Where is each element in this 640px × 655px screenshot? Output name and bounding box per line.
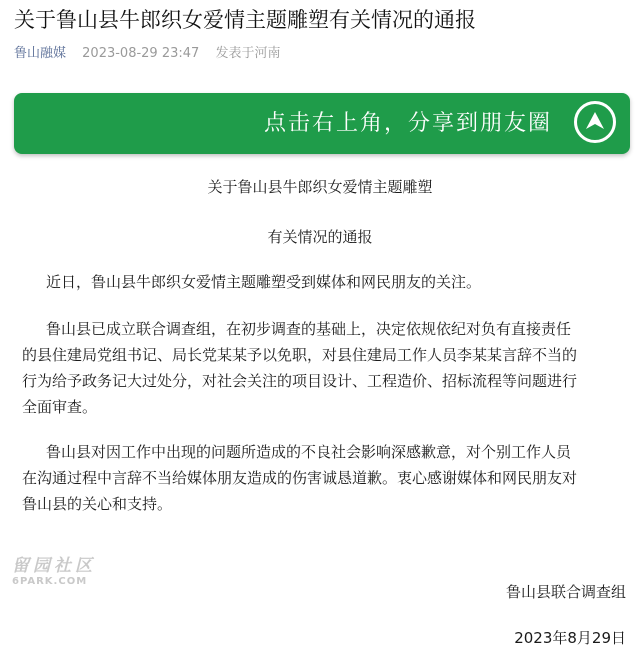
share-banner[interactable] [14,93,630,154]
paragraph-2 [22,316,624,420]
author-link[interactable]: 鲁山融媒 [14,46,67,61]
publish-time: 2023-08-29 23:47 [82,46,200,61]
paragraph-line: 全面审查。 [22,398,98,416]
article-title: 关于鲁山县牛郎织女爱情主题雕塑有关情况的通报 [14,8,476,32]
watermark-line1: 留园社区 [12,556,96,576]
paragraph-line: 鲁山县对因工作中出现的问题所造成的不良社会影响深感歉意，对个别工作人员 [46,443,572,461]
notice-heading-line1: 关于鲁山县牛郎织女爱情主题雕塑 [207,178,433,196]
site-watermark [12,556,102,588]
signature-date: 2023年8月29日 [514,629,626,647]
share-banner-text: 点击右上角，分享到朋友圈 [263,111,552,136]
paragraph-1 [22,269,624,295]
paragraph-line: 近日，鲁山县牛郎织女爱情主题雕塑受到媒体和网民朋友的关注。 [46,273,482,291]
share-arrow-icon [574,101,616,143]
paragraph-3 [22,439,624,517]
watermark-line2: 6PARK.COM [12,576,88,587]
paragraph-line: 的县住建局党组书记、局长党某某予以免职，对县住建局工作人员李某某言辞不当的 [22,346,578,364]
paragraph-line: 行为给予政务记大过处分，对社会关注的项目设计、工程造价、招标流程等问题进行 [22,372,578,390]
paragraph-line: 在沟通过程中言辞不当给媒体朋友造成的伤害诚恳道歉。衷心感谢媒体和网民朋友对 [22,469,578,487]
paragraph-line: 鲁山县已成立联合调查组，在初步调查的基础上，决定依规依纪对负有直接责任 [46,320,572,338]
article-meta [14,44,280,64]
paragraph-line: 鲁山县的关心和支持。 [22,495,173,513]
notice-heading-line2: 有关情况的通报 [267,228,373,246]
signature: 鲁山县联合调查组 [505,583,626,601]
publish-location: 发表于河南 [215,46,281,61]
